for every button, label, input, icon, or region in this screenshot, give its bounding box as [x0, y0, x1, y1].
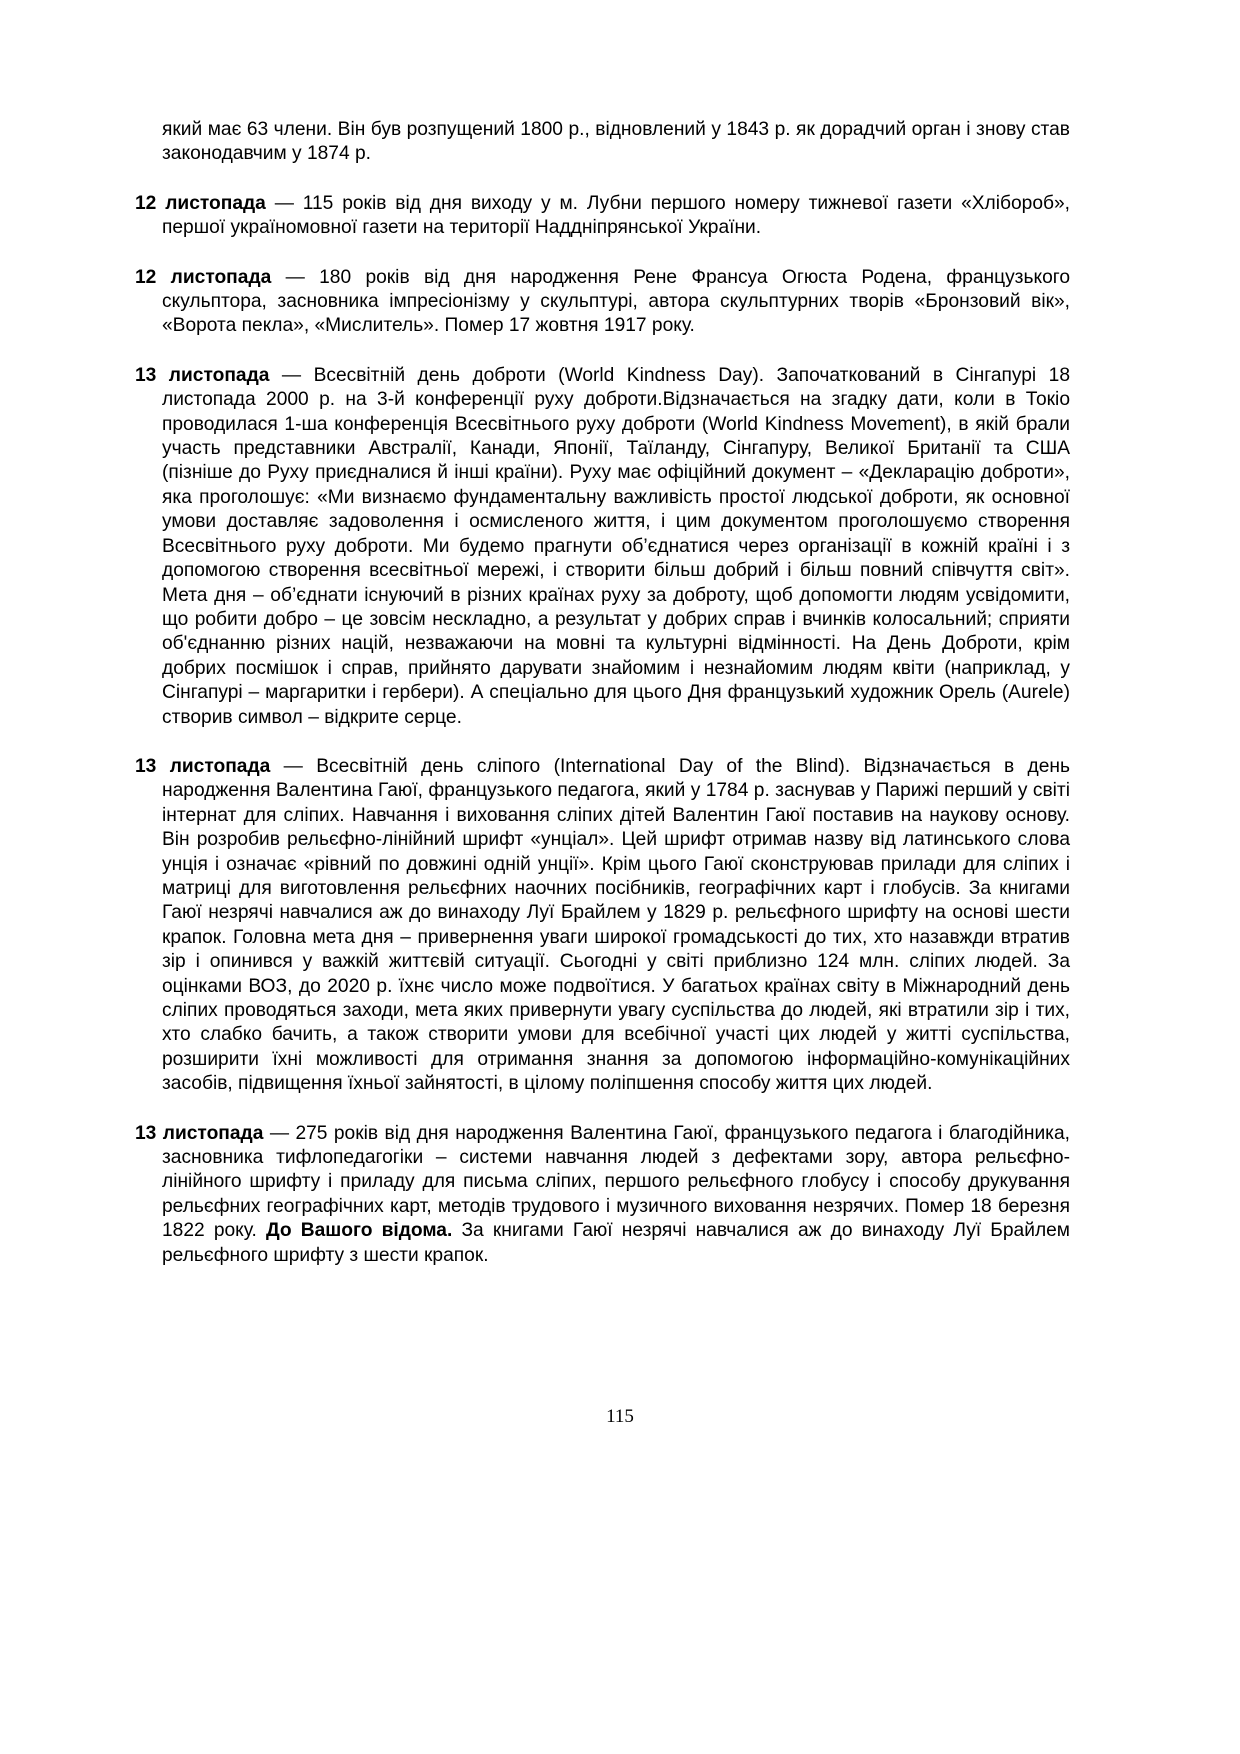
entry-date: 13 листопада — [135, 1122, 264, 1144]
entry-date: 13 листопада — [135, 755, 271, 777]
entry-13-nov-kindness-day — [135, 364, 1070, 730]
page-number: 115 — [606, 1406, 634, 1427]
entry-date: 12 листопада — [135, 266, 272, 288]
entry-date: 12 листопада — [135, 192, 266, 214]
entry-text: — Всесвітній день доброти (World Kindness Day). Започаткований в Сінгапурі 18 листопада 2000 р. на 3-й конференції руху доброти.Відзначається на згадку дати, коли в Токіо проводилася 1-ша конференція Всесвітнього руху доброти (World Kindness Movement), в якій брали участь представники Австралії, Канади, Японії, Таїланду, Сінгапуру, Великої Британії та США (пізніше до Руху приєдналися й інші країни). Руху має офіційний документ – «Декларацію доброти», яка проголошує: «Ми визнаємо фундаментальну важливість простої людської доброти, як основної умови доставляє задоволення і осмисленого життя, і цим документом проголошуємо створення Всесвітнього руху доброти. Ми будемо прагнути об’єднатися через організації в кожній країні і з допомогою створення всесвітньої мережі, і створити більш добрий і більш повний співчуття світ». Мета дня – об’єднати існуючий в різних країнах руху за доброту, щоб допомогти людям усвідомити, що робити добро – це зовсім нескладно, а результат у добрих справ і вчинків колосальний; сприяти об'єднанню різних націй, незважаючи на мовні та культурні відмінності. На День Доброти, крім добрих посмішок і справ, прийнято дарувати знайомим і незнайомим людям квіти (наприклад, у Сінгапурі – маргаритки і гербери). А спеціально для цього Дня французький художник Орель (Aurele) створив символ – відкрите серце. — [162, 364, 1070, 728]
entry-12-nov-khliborob — [135, 192, 1070, 241]
paragraph-text: який має 63 члени. Він був розпущений 1800 р., відновлений у 1843 р. як дорадчий орган і знову став законодавчим у 1874 р. — [162, 119, 1070, 165]
entry-12-nov-rodin — [135, 266, 1070, 339]
entry-date: 13 листопада — [135, 364, 270, 386]
entry-13-nov-hauy — [135, 1122, 1070, 1268]
entry-text: — 115 років від дня виходу у м. Лубни першого номеру тижневої газети «Хлібороб», першої україномовної газети на території Наддніпрянської України. — [162, 192, 1070, 239]
document-page — [135, 118, 1070, 1293]
note-label: До Вашого відома. — [265, 1220, 453, 1242]
entry-text: — 180 років від дня народження Рене Франсуа Огюста Родена, французького скульптора, засновника імпресіонізму у скульптурі, автора скульптурних творів «Бронзовий вік», «Ворота пекла», «Мислитель». Помер 17 жовтня 1917 року. — [162, 266, 1070, 337]
entry-text: — 275 років від дня народження Валентина Гаюї, французького педагога і благодійника, засновника тифлопедагогіки – системи навчання людей з дефектами зору, автора рельєфно-лінійного шрифту і приладу для письма сліпих, першого рельєфного глобусу і способу друкування рельєфних географічних карт, методів трудового і музичного виховання незрячих. Помер 18 березня 1822 року. — [162, 1122, 1070, 1242]
note-text: За книгами Гаюї незрячі навчалися аж до винаходу Луї Брайлем рельєфного шрифту з шести крапок. — [162, 1220, 1071, 1266]
paragraph-continuation — [135, 118, 1070, 167]
entry-text: — Всесвітній день сліпого (International Day of the Blind). Відзначається в день народження Валентина Гаюї, французького педагога, який у 1784 р. заснував у Парижі перший у світі інтернат для сліпих. Навчання і виховання сліпих дітей Валентин Гаюї поставив на наукову основу. Він розробив рельєфно-лінійний шрифт «унціал». Цей шрифт отримав назву від латинського слова унція і означає «рівний по довжині одній унції». Крім цього Гаюї сконструював прилади для сліпих і матриці для виготовлення рельєфних наочних посібників, географічних карт і глобусів. За книгами Гаюї незрячі навчалися аж до винаходу Луї Брайлем у 1829 р. рельєфного шрифту на основі шести крапок. Головна мета дня – привернення уваги широкої громадськості до тих, хто назавжди втратив зір і опинився у важкій життєвій ситуації. Сьогодні у світі приблизно 124 млн. сліпих людей. За оцінками ВОЗ, до 2020 р. їхнє число може подвоїтися. У багатьох країнах світу в Міжнародний день сліпих проводяться заходи, мета яких привернути увагу суспільства до людей, які втратили зір і тих, хто слабко бачить, а також створити умови для всебічної участі цих людей у житті суспільства, розширити їхні можливості для отримання знання за допомогою інформаційно-комунікаційних засобів, підвищення їхньої зайнятості, в цілому поліпшення способу життя цих людей. — [162, 755, 1070, 1095]
entry-13-nov-blind-day — [135, 755, 1070, 1097]
